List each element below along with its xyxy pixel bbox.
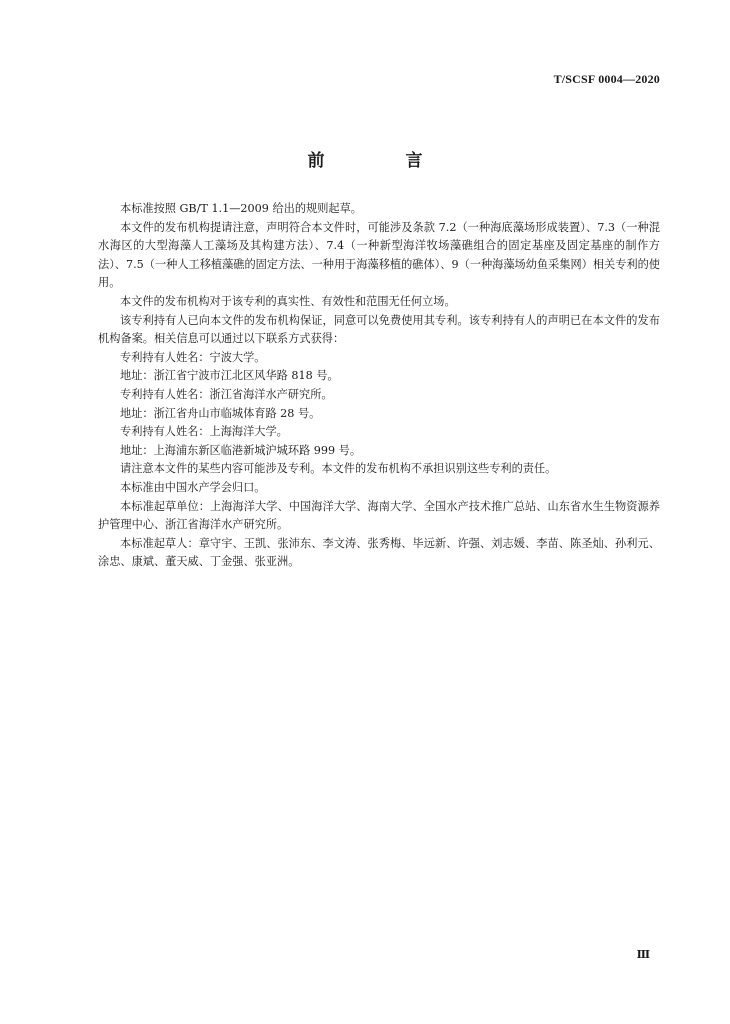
patent-holder-address-3: 地址：上海浦东新区临港新城沪城环路 999 号。 — [120, 443, 362, 457]
paragraph-drafting-units: 本标准起草单位：上海海洋大学、中国海洋大学、海南大学、全国水产技术推广总站、山东省水生生物资源养护管理中心、浙江省海洋水产研究所。 — [98, 499, 660, 532]
patent-holder-name-3: 专利持有人姓名：上海海洋大学。 — [120, 425, 288, 439]
paragraph-no-position: 本文件的发布机构对于该专利的真实性、有效性和范围无任何立场。 — [120, 294, 456, 308]
patent-holder-address-1: 地址：浙江省宁波市江北区风华路 818 号。 — [120, 369, 339, 383]
paragraph-drafters: 本标准起草人：章守宇、王凯、张沛东、李文涛、张秀梅、毕远新、许强、刘志媛、李苗、陈圣灿、孙利元、涂忠、康斌、董天威、丁金强、张亚洲。 — [98, 536, 660, 569]
patent-holder-name-1: 专利持有人姓名：宁波大学。 — [120, 350, 266, 364]
page-title: 前 言 — [307, 151, 455, 171]
page-number: Ⅲ — [636, 949, 650, 961]
paragraph-holder-statement: 该专利持有人已向本文件的发布机构保证，同意可以免费使用其专利。该专利持有人的声明已在本文件的发布机构备案。相关信息可以通过以下联系方式获得： — [98, 313, 660, 346]
paragraph-patent-disclaimer: 请注意本文件的某些内容可能涉及专利。本文件的发布机构不承担识别这些专利的责任。 — [120, 462, 557, 476]
paragraph-patent-notice: 本文件的发布机构提请注意，声明符合本文件时，可能涉及条款 7.2（一种海底藻场形成装置）、7.3（一种混水海区的大型海藻人工藻场及其构建方法）、7.4（一种新型海洋牧场藻礁组合的固定基座及固定基座的制作方法）、7.5（一种人工移植藻礁的固定方法、一种用于海藻移植的礁体）、9（一种海藻场幼鱼采集网）相关专利的使用。 — [98, 220, 660, 290]
paragraph-centralized-by: 本标准由中国水产学会归口。 — [120, 480, 266, 494]
document-code: T/SCSF 0004—2020 — [553, 72, 660, 86]
paragraph-drafting-rule: 本标准按照 GB/T 1.1—2009 给出的规则起草。 — [120, 202, 362, 215]
body-text — [98, 200, 660, 572]
patent-holder-name-2: 专利持有人姓名：浙江省海洋水产研究所。 — [120, 387, 333, 401]
patent-holder-address-2: 地址：浙江省舟山市临城体育路 28 号。 — [120, 406, 321, 420]
